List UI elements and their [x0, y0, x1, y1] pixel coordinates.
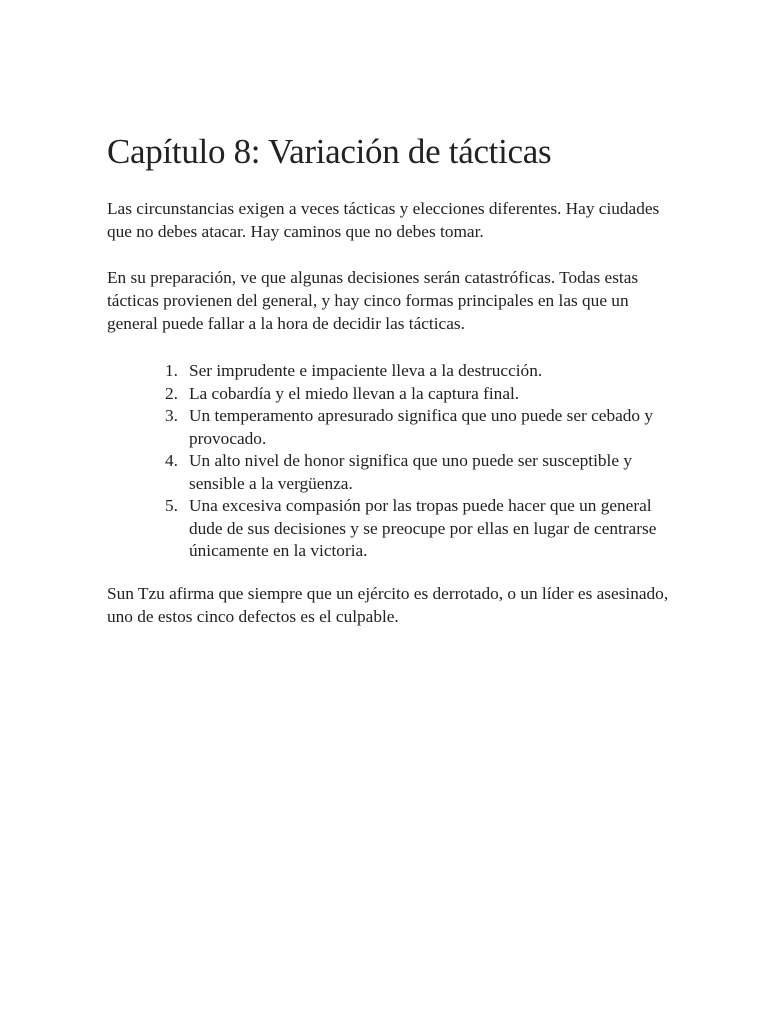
list-item-number: 3. — [165, 406, 178, 425]
list-item — [157, 405, 672, 450]
list-item-number: 1. — [165, 361, 178, 380]
preparation-paragraph: En su preparación, ve que algunas decisiones serán catastróficas. Todas estas tácticas provienen del general, y hay cinco formas principales en las que un general puede fallar a la hora de decidir las tácticas. — [107, 268, 639, 333]
closing-paragraph: Sun Tzu afirma que siempre que un ejército es derrotado, o un líder es asesinado, uno de estos cinco defectos es el culpable. — [107, 583, 669, 626]
list-item-number: 4. — [165, 451, 178, 470]
list-item — [157, 360, 672, 383]
list-item-number: 5. — [165, 496, 178, 515]
list-item — [157, 495, 672, 563]
document-page — [107, 128, 672, 628]
list-item-text: Un temperamento apresurado significa que uno puede ser cebado y provocado. — [189, 406, 654, 448]
intro-paragraph: Las circunstancias exigen a veces tácticas y elecciones diferentes. Hay ciudades que no debes atacar. Hay caminos que no debes tomar. — [107, 199, 660, 241]
list-item-text: Una excesiva compasión por las tropas puede hacer que un general dude de sus decisiones y se preocupe por ellas en lugar de centrarse únicamente en la victoria. — [189, 496, 657, 560]
list-item-text: Un alto nivel de honor significa que uno puede ser susceptible y sensible a la vergüenza. — [189, 451, 632, 493]
chapter-title: Capítulo 8: Variación de tácticas — [107, 132, 552, 171]
list-item-number: 2. — [165, 383, 178, 403]
list-item — [157, 450, 672, 495]
defects-list — [107, 360, 672, 563]
list-item-text: Ser imprudente e impaciente lleva a la destrucción. — [189, 361, 543, 380]
list-item — [157, 383, 672, 406]
list-item-text: La cobardía y el miedo llevan a la captura final. — [189, 383, 520, 403]
